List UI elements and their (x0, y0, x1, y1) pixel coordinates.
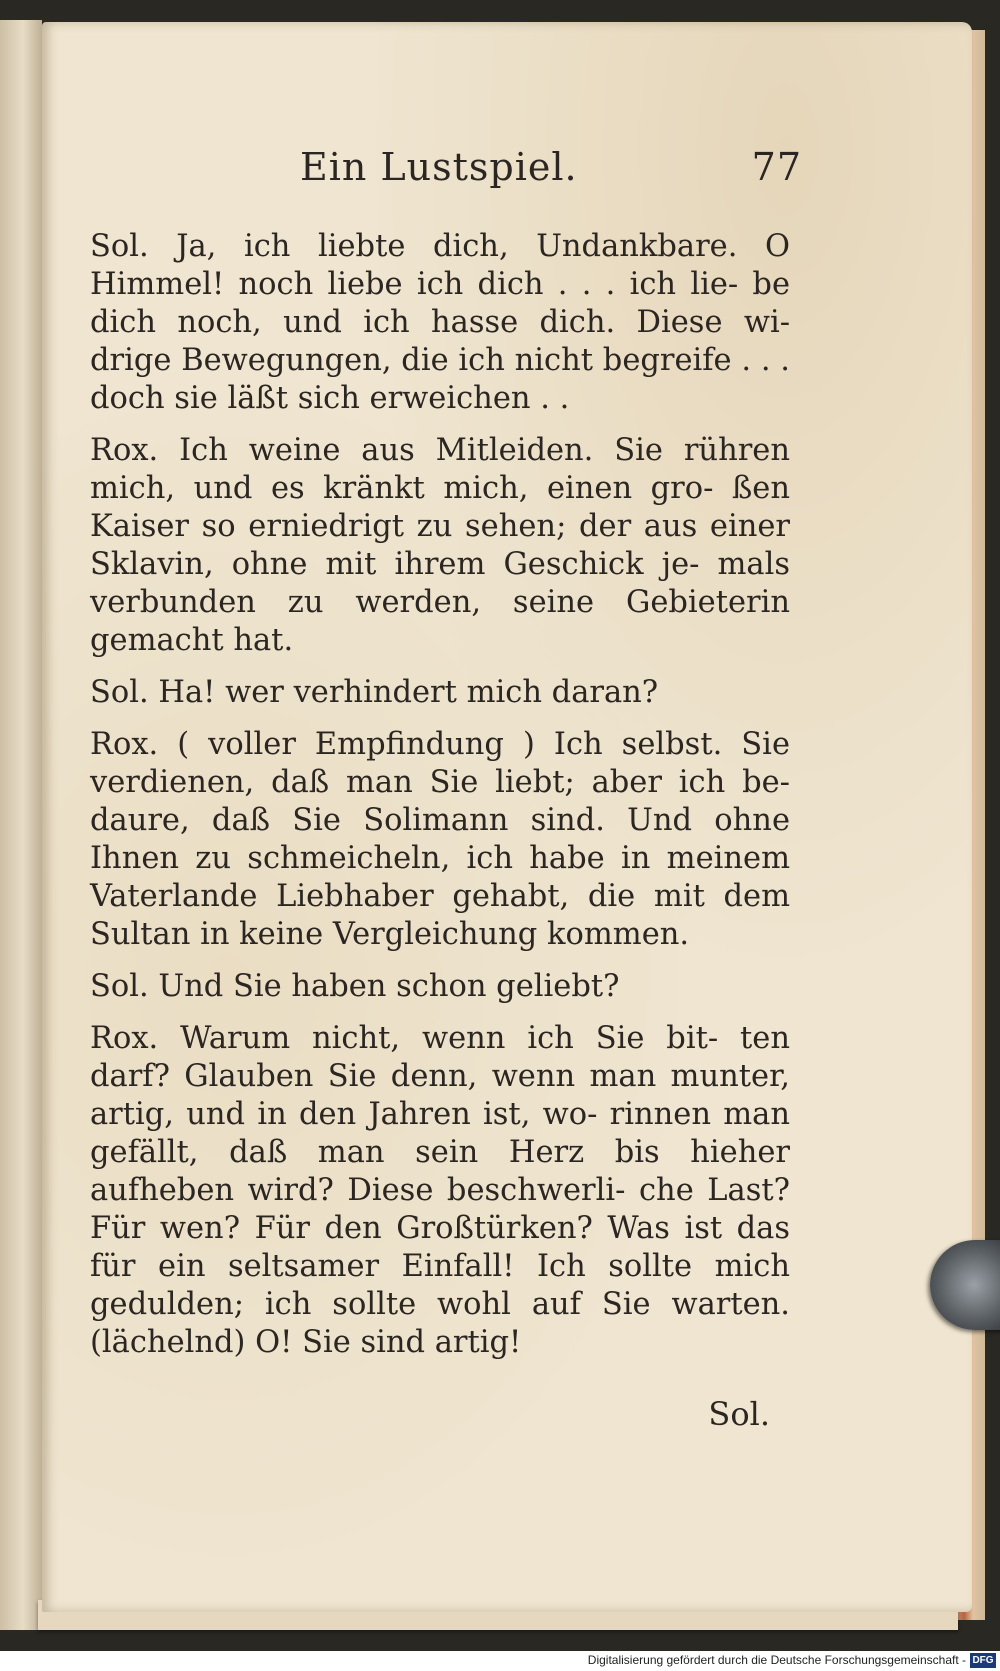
paragraph: Sol. Ja, ich liebte dich, Undankbare. O Himmel! noch liebe ich dich . . . ich lie- be dich noch, und ich hasse dich. Diese wi- drige Bewegungen, die ich nicht begreife . . . doch sie läßt sich erweichen . . (90, 229, 790, 416)
digitization-footer (0, 1651, 1000, 1671)
paragraph: Sol. Und Sie haben schon geliebt? (90, 969, 620, 1004)
facing-page-edge (0, 20, 42, 1630)
paragraph: Sol. Ha! wer verhindert mich daran? (90, 675, 659, 710)
running-title: Ein Lustspiel. (300, 145, 578, 189)
funding-credit: Digitalisierung gefördert durch die Deutsche Forschungsgemeinschaft - (587, 1653, 966, 1667)
running-header (300, 135, 800, 195)
paragraph: Rox. ( voller Empfindung ) Ich selbst. Sie verdienen, daß man Sie liebt; aber ich be- daure, daß Sie Solimann sind. Und ohne Ihnen zu schmeicheln, ich habe in meinem Vaterlande Liebhaber gehabt, die mit dem Sultan in keine Vergleichung kommen. (90, 727, 790, 952)
dfg-logo: DFG (970, 1653, 996, 1668)
paragraph: Rox. Ich weine aus Mitleiden. Sie rühren mich, und es kränkt mich, einen gro- ßen Kaiser so erniedrigt zu sehen; der aus einer Sklavin, ohne mit ihrem Geschick je- mals verbunden zu werden, seine Gebieterin gemacht hat. (90, 433, 790, 658)
paragraph: Rox. Warum nicht, wenn ich Sie bit- ten darf? Glauben Sie denn, wenn man munter, artig, und in den Jahren ist, wo- rinnen man gefällt, daß man sein Herz bis hieher aufheben wird? Diese beschwerli- che Last? Für wen? Für den Großtürken? Was ist das für ein seltsamer Einfall! Ich sollte mich gedulden; ich sollte wohl auf Sie warten. (lächelnd) O! Sie sind artig! (90, 1021, 790, 1360)
page-body (90, 228, 790, 1376)
page-number: 77 (751, 145, 802, 189)
catchword: Sol. (708, 1395, 770, 1433)
